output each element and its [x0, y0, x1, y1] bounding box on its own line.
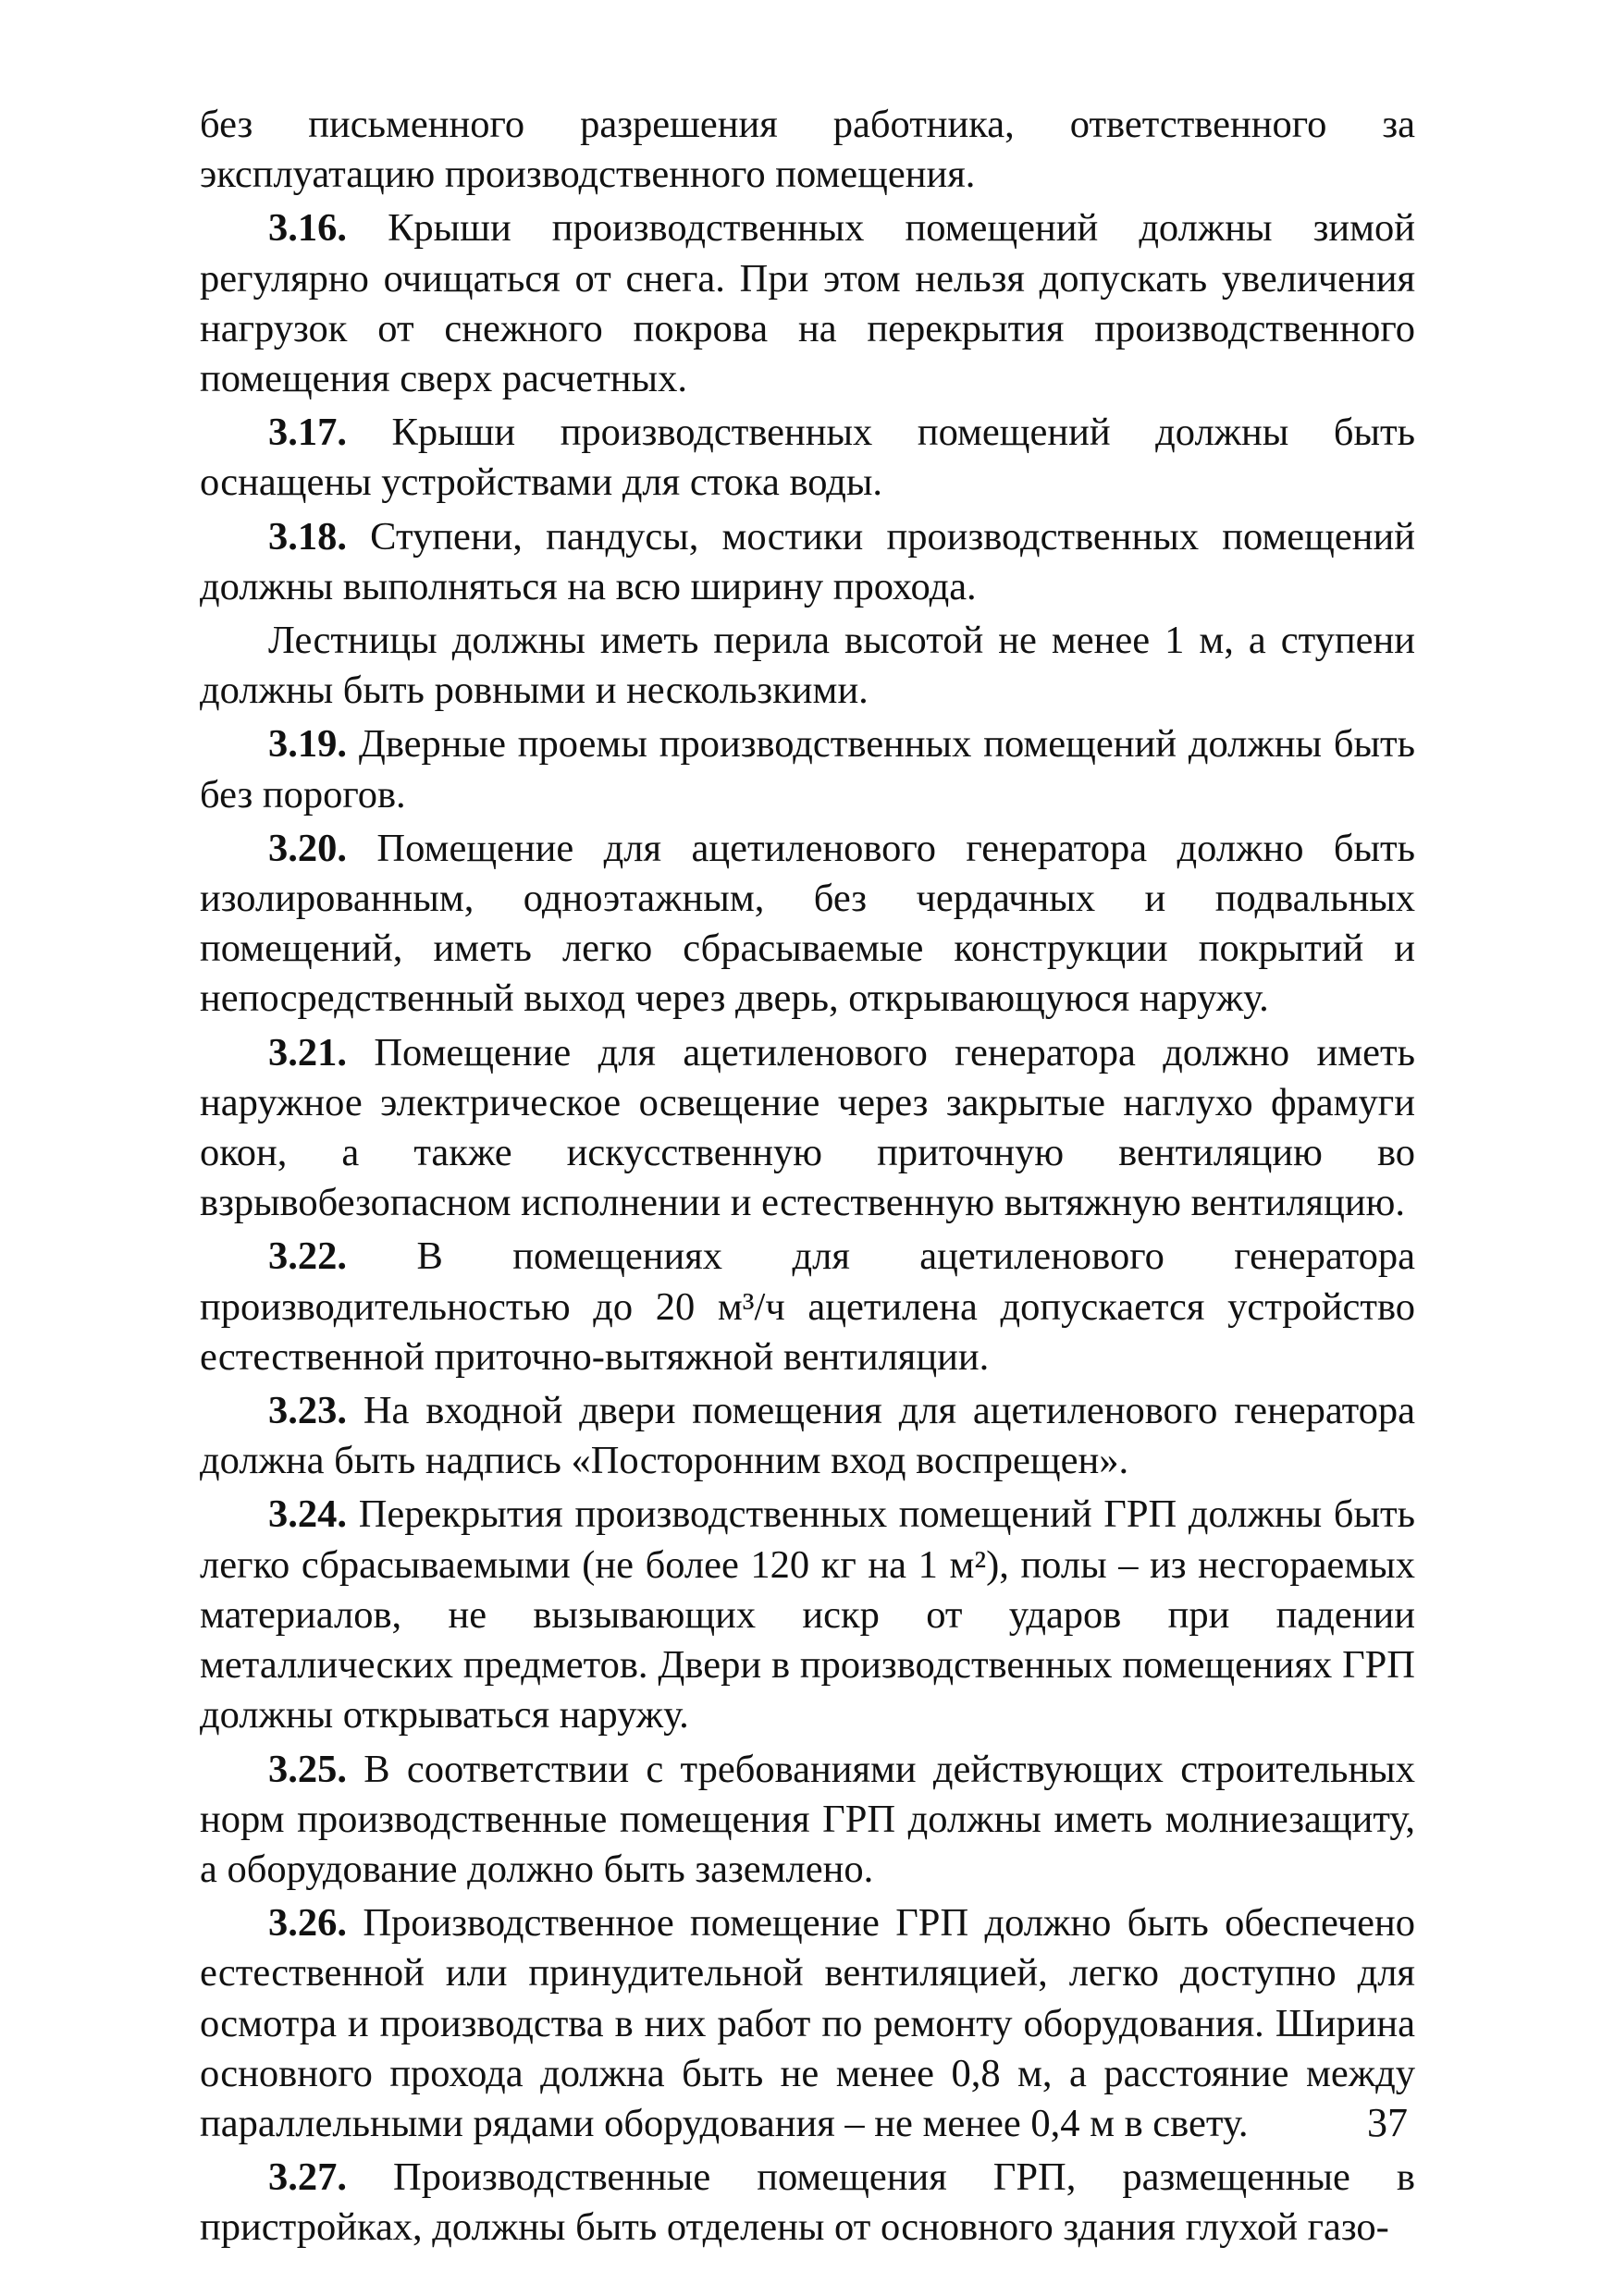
- paragraph-text: В помещениях для ацетиленового генератора производительностью до 20 м³/ч ацетилена допускается устройство естественной приточно-вытяжной вентиляции.: [200, 1234, 1415, 1379]
- paragraph-text: Помещение для ацетиленового генератора должно иметь наружное электрическое освещение через закрытые наглухо фрамуги окон, а также искусственную приточную вентиляцию во взрывобезопасном исполнении и естественную вытяжную вентиляцию.: [200, 1030, 1415, 1225]
- paragraph-3-16: [200, 203, 1415, 404]
- paragraph-number: 3.20.: [268, 826, 347, 870]
- paragraph-number: 3.17.: [268, 411, 347, 455]
- paragraph-number: 3.25.: [268, 1747, 347, 1791]
- paragraph-3-26: [200, 1898, 1415, 2149]
- paragraph-text: На входной двери помещения для ацетиленового генератора должна быть надпись «Посторонним вход воспрещен».: [200, 1389, 1415, 1483]
- paragraph-text: Производственное помещение ГРП должно быть обеспечено естественной или принудительной вентиляцией, легко доступно для осмотра и производства в них работ по ремонту оборудования. Ширина основного прохода должна быть не менее 0,8 м, а расстояние между параллельными рядами оборудования – не менее 0,4 м в свету.: [200, 1901, 1415, 2145]
- paragraph-number: 3.23.: [268, 1389, 347, 1433]
- paragraph-number: 3.22.: [268, 1234, 347, 1279]
- paragraph-3-27: [200, 2153, 1415, 2253]
- page-number: 37: [1367, 2100, 1408, 2145]
- paragraph-text: Ступени, пандусы, мостики производственных помещений должны выполняться на всю ширину прохода.: [200, 514, 1415, 608]
- paragraph-text: Производственные помещения ГРП, размещенные в пристройках, должны быть отделены от основного здания глухой газо-: [200, 2155, 1415, 2250]
- paragraph-text: Перекрытия производственных помещений ГРП должны быть легко сбрасываемыми (не более 120 кг на 1 м²), полы – из несгораемых материалов, не вызывающих искр от ударов при падении металлических предметов. Двери в производственных помещениях ГРП должны открываться наружу.: [200, 1492, 1415, 1737]
- paragraph-stairs: [200, 616, 1415, 716]
- paragraph-number: 3.26.: [268, 1901, 347, 1946]
- paragraph-3-20: [200, 824, 1415, 1025]
- paragraph-3-19: [200, 719, 1415, 819]
- paragraph-text: Лестницы должны иметь перила высотой не менее 1 м, а ступени должны быть ровными и нескользкими.: [200, 619, 1415, 713]
- paragraph-number: 3.19.: [268, 722, 347, 767]
- paragraph-number: 3.24.: [268, 1492, 347, 1537]
- paragraph-3-18: [200, 512, 1415, 612]
- paragraph-3-24: [200, 1490, 1415, 1740]
- paragraph-number: 3.18.: [268, 514, 347, 559]
- paragraph-text: Крыши производственных помещений должны зимой регулярно очищаться от снега. При этом нельзя допускать увеличения нагрузок от снежного покрова на перекрытия производственного помещения сверх расчетных.: [200, 206, 1415, 401]
- paragraph-number: 3.16.: [268, 206, 347, 251]
- paragraph-text: без письменного разрешения работника, ответственного за эксплуатацию производственного помещения.: [200, 103, 1415, 197]
- paragraph-text: Крыши производственных помещений должны быть оснащены устройствами для стока воды.: [200, 411, 1415, 505]
- paragraph-number: 3.21.: [268, 1030, 347, 1074]
- paragraph-3-23: [200, 1386, 1415, 1486]
- page-body: [200, 100, 1415, 2257]
- paragraph-3-25: [200, 1745, 1415, 1896]
- paragraph-3-22: [200, 1232, 1415, 1382]
- paragraph-3-21: [200, 1028, 1415, 1229]
- paragraph-3-17: [200, 408, 1415, 508]
- paragraph-text: Помещение для ацетиленового генератора должно быть изолированным, одноэтажным, без чердачных и подвальных помещений, иметь легко сбрасываемые конструкции покрытий и непосредственный выход через дверь, открывающуюся наружу.: [200, 826, 1415, 1021]
- paragraph-text: В соответствии с требованиями действующих строительных норм производственные помещения ГРП должны иметь молниезащиту, а оборудование должно быть заземлено.: [200, 1747, 1415, 1891]
- paragraph-number: 3.27.: [268, 2155, 347, 2200]
- paragraph-text: Дверные проемы производственных помещений должны быть без порогов.: [200, 722, 1415, 816]
- paragraph-continuation: [200, 100, 1415, 200]
